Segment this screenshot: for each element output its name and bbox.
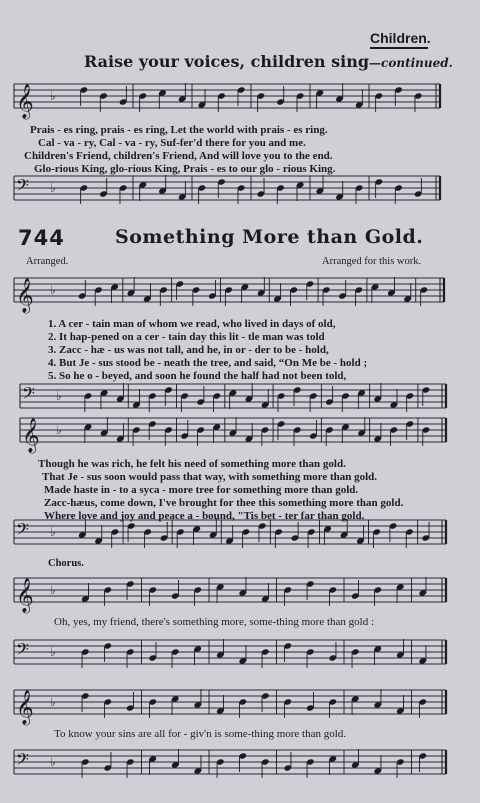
lyric-line-2: Cal - va - ry, Cal - va - ry, Suf-fer'd there for you and me.	[38, 137, 306, 149]
verse-a-1: 1. A cer - tain man of whom we read, who lived in days of old,	[48, 318, 336, 330]
flat-icon: ♭	[56, 389, 62, 403]
previous-hymn-title-text: Raise your voices, children sing	[84, 52, 370, 71]
verse-b-4: Zacc-hæus, come down, I've brought for thee this something more than gold.	[44, 497, 404, 509]
staff-9	[0, 678, 480, 726]
staff-3	[0, 266, 480, 314]
section-header: Children.	[370, 30, 431, 46]
flat-icon: ♭	[50, 181, 56, 195]
treble-clef-icon: 𝄞	[16, 278, 34, 313]
staff-1	[0, 72, 480, 120]
bass-clef-icon: 𝄢	[16, 749, 29, 773]
flat-icon: ♭	[50, 525, 56, 539]
treble-clef-icon: 𝄞	[16, 84, 34, 119]
staff-7	[0, 566, 480, 614]
hymn-title: Something More than Gold.	[115, 226, 424, 248]
lyric-line-3: Children's Friend, children's Friend, And will love you to the end.	[24, 150, 333, 162]
flat-icon: ♭	[50, 695, 56, 709]
verse-b-5: Where love and joy and peace a - bound, "Tis bet - ter far than gold.	[44, 510, 365, 522]
flat-icon: ♭	[50, 755, 56, 769]
staff-10	[0, 738, 480, 786]
staff-5	[0, 406, 480, 454]
verse-b-1: Though he was rich, he felt his need of something more than gold.	[38, 458, 346, 470]
verse-a-5: 5. So he o - beyed, and soon he found the half had not been told,	[48, 370, 347, 382]
verse-b-3: Made haste in - to a syca - more tree for something more than gold.	[44, 484, 359, 496]
verse-a-4: 4. But Je - sus stood be - neath the tree, and said, “On Me be - hold ;	[48, 357, 368, 369]
verse-b-2: That Je - sus soon would pass that way, with something more than gold.	[42, 471, 378, 483]
chorus-line-1: Oh, yes, my friend, there's something more, some-thing more than gold :	[54, 616, 375, 628]
flat-icon: ♭	[56, 423, 62, 437]
arranged-right: Arranged for this work.	[322, 256, 422, 267]
treble-clef-icon: 𝄞	[22, 418, 40, 453]
flat-icon: ♭	[50, 283, 56, 297]
bass-clef-icon: 𝄢	[16, 519, 29, 543]
chorus-label: Chorus.	[48, 558, 84, 569]
flat-icon: ♭	[50, 645, 56, 659]
flat-icon: ♭	[50, 583, 56, 597]
treble-clef-icon: 𝄞	[16, 578, 34, 613]
header-underline	[370, 47, 428, 49]
bass-clef-icon: 𝄢	[16, 639, 29, 663]
previous-hymn-title	[84, 52, 453, 71]
staff-8	[0, 628, 480, 676]
previous-hymn-title-suffix: —continued.	[369, 56, 453, 70]
flat-icon: ♭	[50, 89, 56, 103]
arranged-left: Arranged.	[26, 256, 69, 267]
verse-a-2: 2. It hap-pened on a cer - tain day this lit - tle man was told	[48, 331, 325, 343]
lyric-line-1: Prais - es ring, prais - es ring, Let the world with prais - es ring.	[30, 124, 328, 136]
verse-a-3: 3. Zacc - hæ - us was not tall, and he, in or - der to be - hold,	[48, 344, 329, 356]
bass-clef-icon: 𝄢	[22, 383, 35, 407]
lyric-line-4: Glo-rious King, glo-rious King, Prais - es to our glo - rious King.	[34, 163, 336, 175]
hymn-number: 744	[18, 226, 65, 250]
bass-clef-icon: 𝄢	[16, 175, 29, 199]
treble-clef-icon: 𝄞	[16, 690, 34, 725]
chorus-line-2: To know your sins are all for - giv'n is some-thing more than gold.	[54, 728, 347, 740]
